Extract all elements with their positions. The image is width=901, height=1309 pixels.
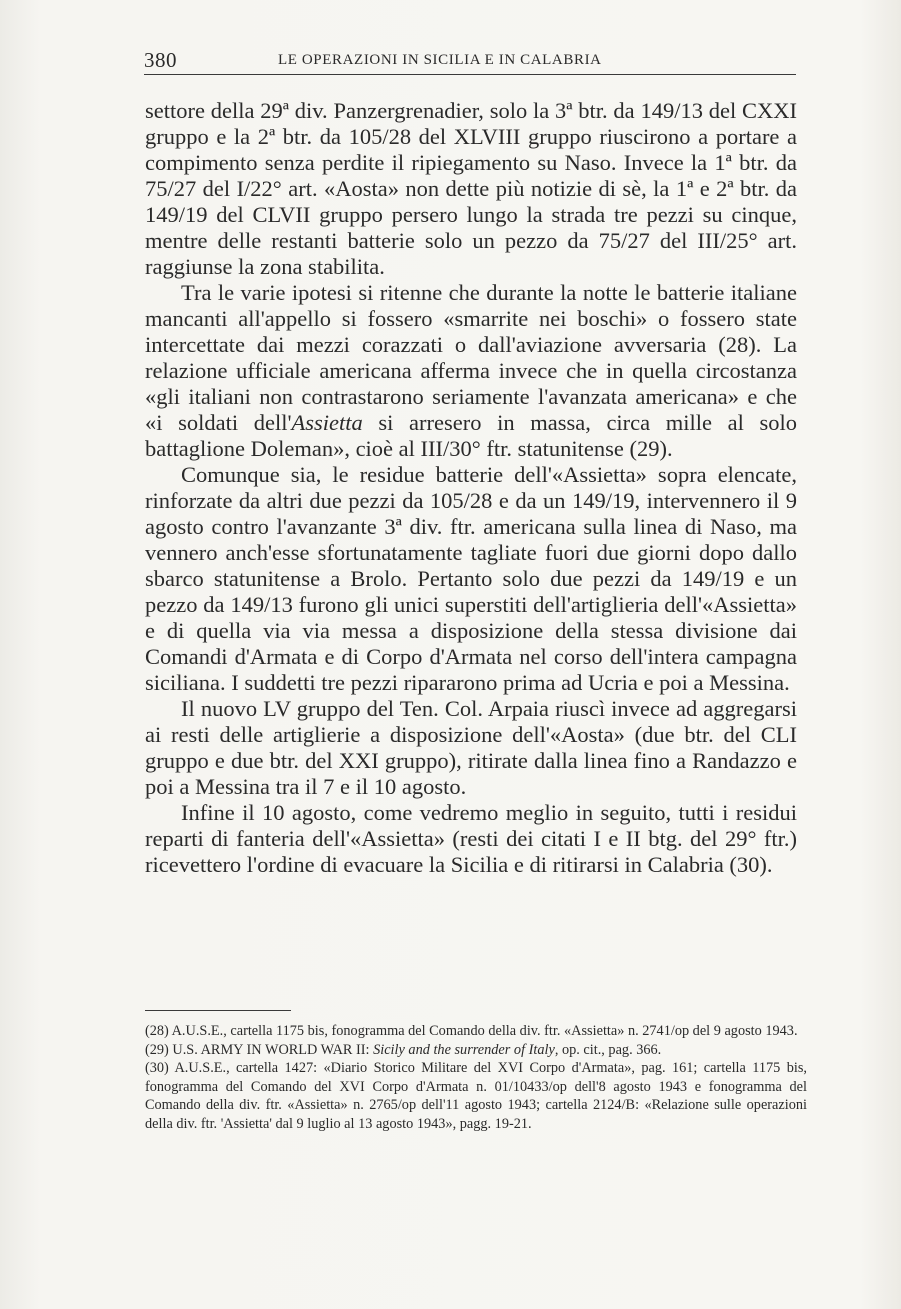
footnote-30: (30) A.U.S.E., cartella 1427: «Diario Storico Militare del XVI Corpo d'Armata», pag. 161; cartella 1175 bis, fonogramma del Comando del XVI Corpo d'Armata n. 01/10433/op dell'8 agosto 1943 e fonogramma del Comando della div. ftr. «Assietta» n. 2765/op dell'11 agosto 1943; cartella 2124/B: «Relazione sulle operazioni della div. ftr. 'Assietta' dal 9 luglio al 13 agosto 1943», pagg. 19-21. [145, 1060, 807, 1132]
paragraph-2-text-after: si arresero in massa, circa mille al solo battaglione Doleman», cioè al III/30° ftr. statunitense (29). [145, 410, 797, 461]
body-text [145, 98, 797, 878]
paragraph-4: Il nuovo LV gruppo del Ten. Col. Arpaia riuscì invece ad aggregarsi ai resti delle artiglierie a disposizione dell'«Aosta» (due btr. del CLI gruppo e due btr. del XXI gruppo), ritirate dalla linea fino a Randazzo e poi a Messina tra il 7 e il 10 agosto. [145, 696, 797, 799]
footnote-29 [145, 1041, 807, 1060]
footnote-28: (28) A.U.S.E., cartella 1175 bis, fonogramma del Comando della div. ftr. «Assietta» n. 2741/op del 9 agosto 1943. [145, 1023, 798, 1039]
paragraph-2-text-before: Tra le varie ipotesi si ritenne che durante la notte le batterie italiane mancanti all'appello si fossero «smarrite nei boschi» o fossero state intercettate dai mezzi corazzati o dall'aviazione avversaria (28). La relazione ufficiale americana afferma invece che in quella circostanza «gli italiani non contrastarono seriamente l'avanzata americana» e che «i soldati dell' [145, 280, 797, 435]
paragraph-2-italic-assietta: Assietta [291, 410, 363, 435]
paragraph-2 [145, 280, 797, 462]
paragraph-1: settore della 29ª div. Panzergrenadier, solo la 3ª btr. da 149/13 del CXXI gruppo e la 2ª btr. da 105/28 del XLVIII gruppo riuscirono a portare a compimento senza perdite il ripiegamento su Naso. Invece la 1ª btr. da 75/27 del I/22° art. «Aosta» non dette più notizie di sè, la 1ª e 2ª btr. da 149/19 del CLVII gruppo persero lungo la strada tre pezzi su cinque, mentre delle restanti batterie solo un pezzo da 75/27 del III/25° art. raggiunse la zona stabilita. [145, 98, 797, 279]
footnote-29-text-after: , op. cit., pag. 366. [554, 1041, 662, 1058]
footnote-29-italic-title: Sicily and the surrender of Italy [373, 1041, 555, 1058]
running-title: LE OPERAZIONI IN SICILIA E IN CALABRIA [278, 52, 602, 68]
footnote-divider [145, 1010, 291, 1011]
paragraph-5: Infine il 10 agosto, come vedremo meglio in seguito, tutti i residui reparti di fanteria dell'«Assietta» (resti dei citati I e II btg. del 29° ftr.) ricevettero l'ordine di evacuare la Sicilia e di ritirarsi in Calabria (30). [145, 800, 797, 877]
paragraph-3: Comunque sia, le residue batterie dell'«Assietta» sopra elencate, rinforzate da altri due pezzi da 105/28 e da un 149/19, intervennero il 9 agosto contro l'avanzante 3ª div. ftr. americana sulla linea di Naso, ma vennero anch'esse sfortunatamente tagliate fuori due giorni dopo dallo sbarco statunitense a Brolo. Pertanto solo due pezzi da 149/19 e un pezzo da 149/13 furono gli unici superstiti dell'artiglieria dell'«Assietta» e di quella via via messa a disposizione della stessa divisione dai Comandi d'Armata e di Corpo d'Armata nel corso dell'intera campagna siciliana. I suddetti tre pezzi ripararono prima ad Ucria e poi a Messina. [145, 462, 797, 695]
footnotes [145, 1022, 807, 1133]
footnote-29-text-before: (29) U.S. ARMY IN WORLD WAR II: [145, 1041, 374, 1058]
page-header [144, 44, 796, 75]
page-number: 380 [144, 48, 177, 72]
